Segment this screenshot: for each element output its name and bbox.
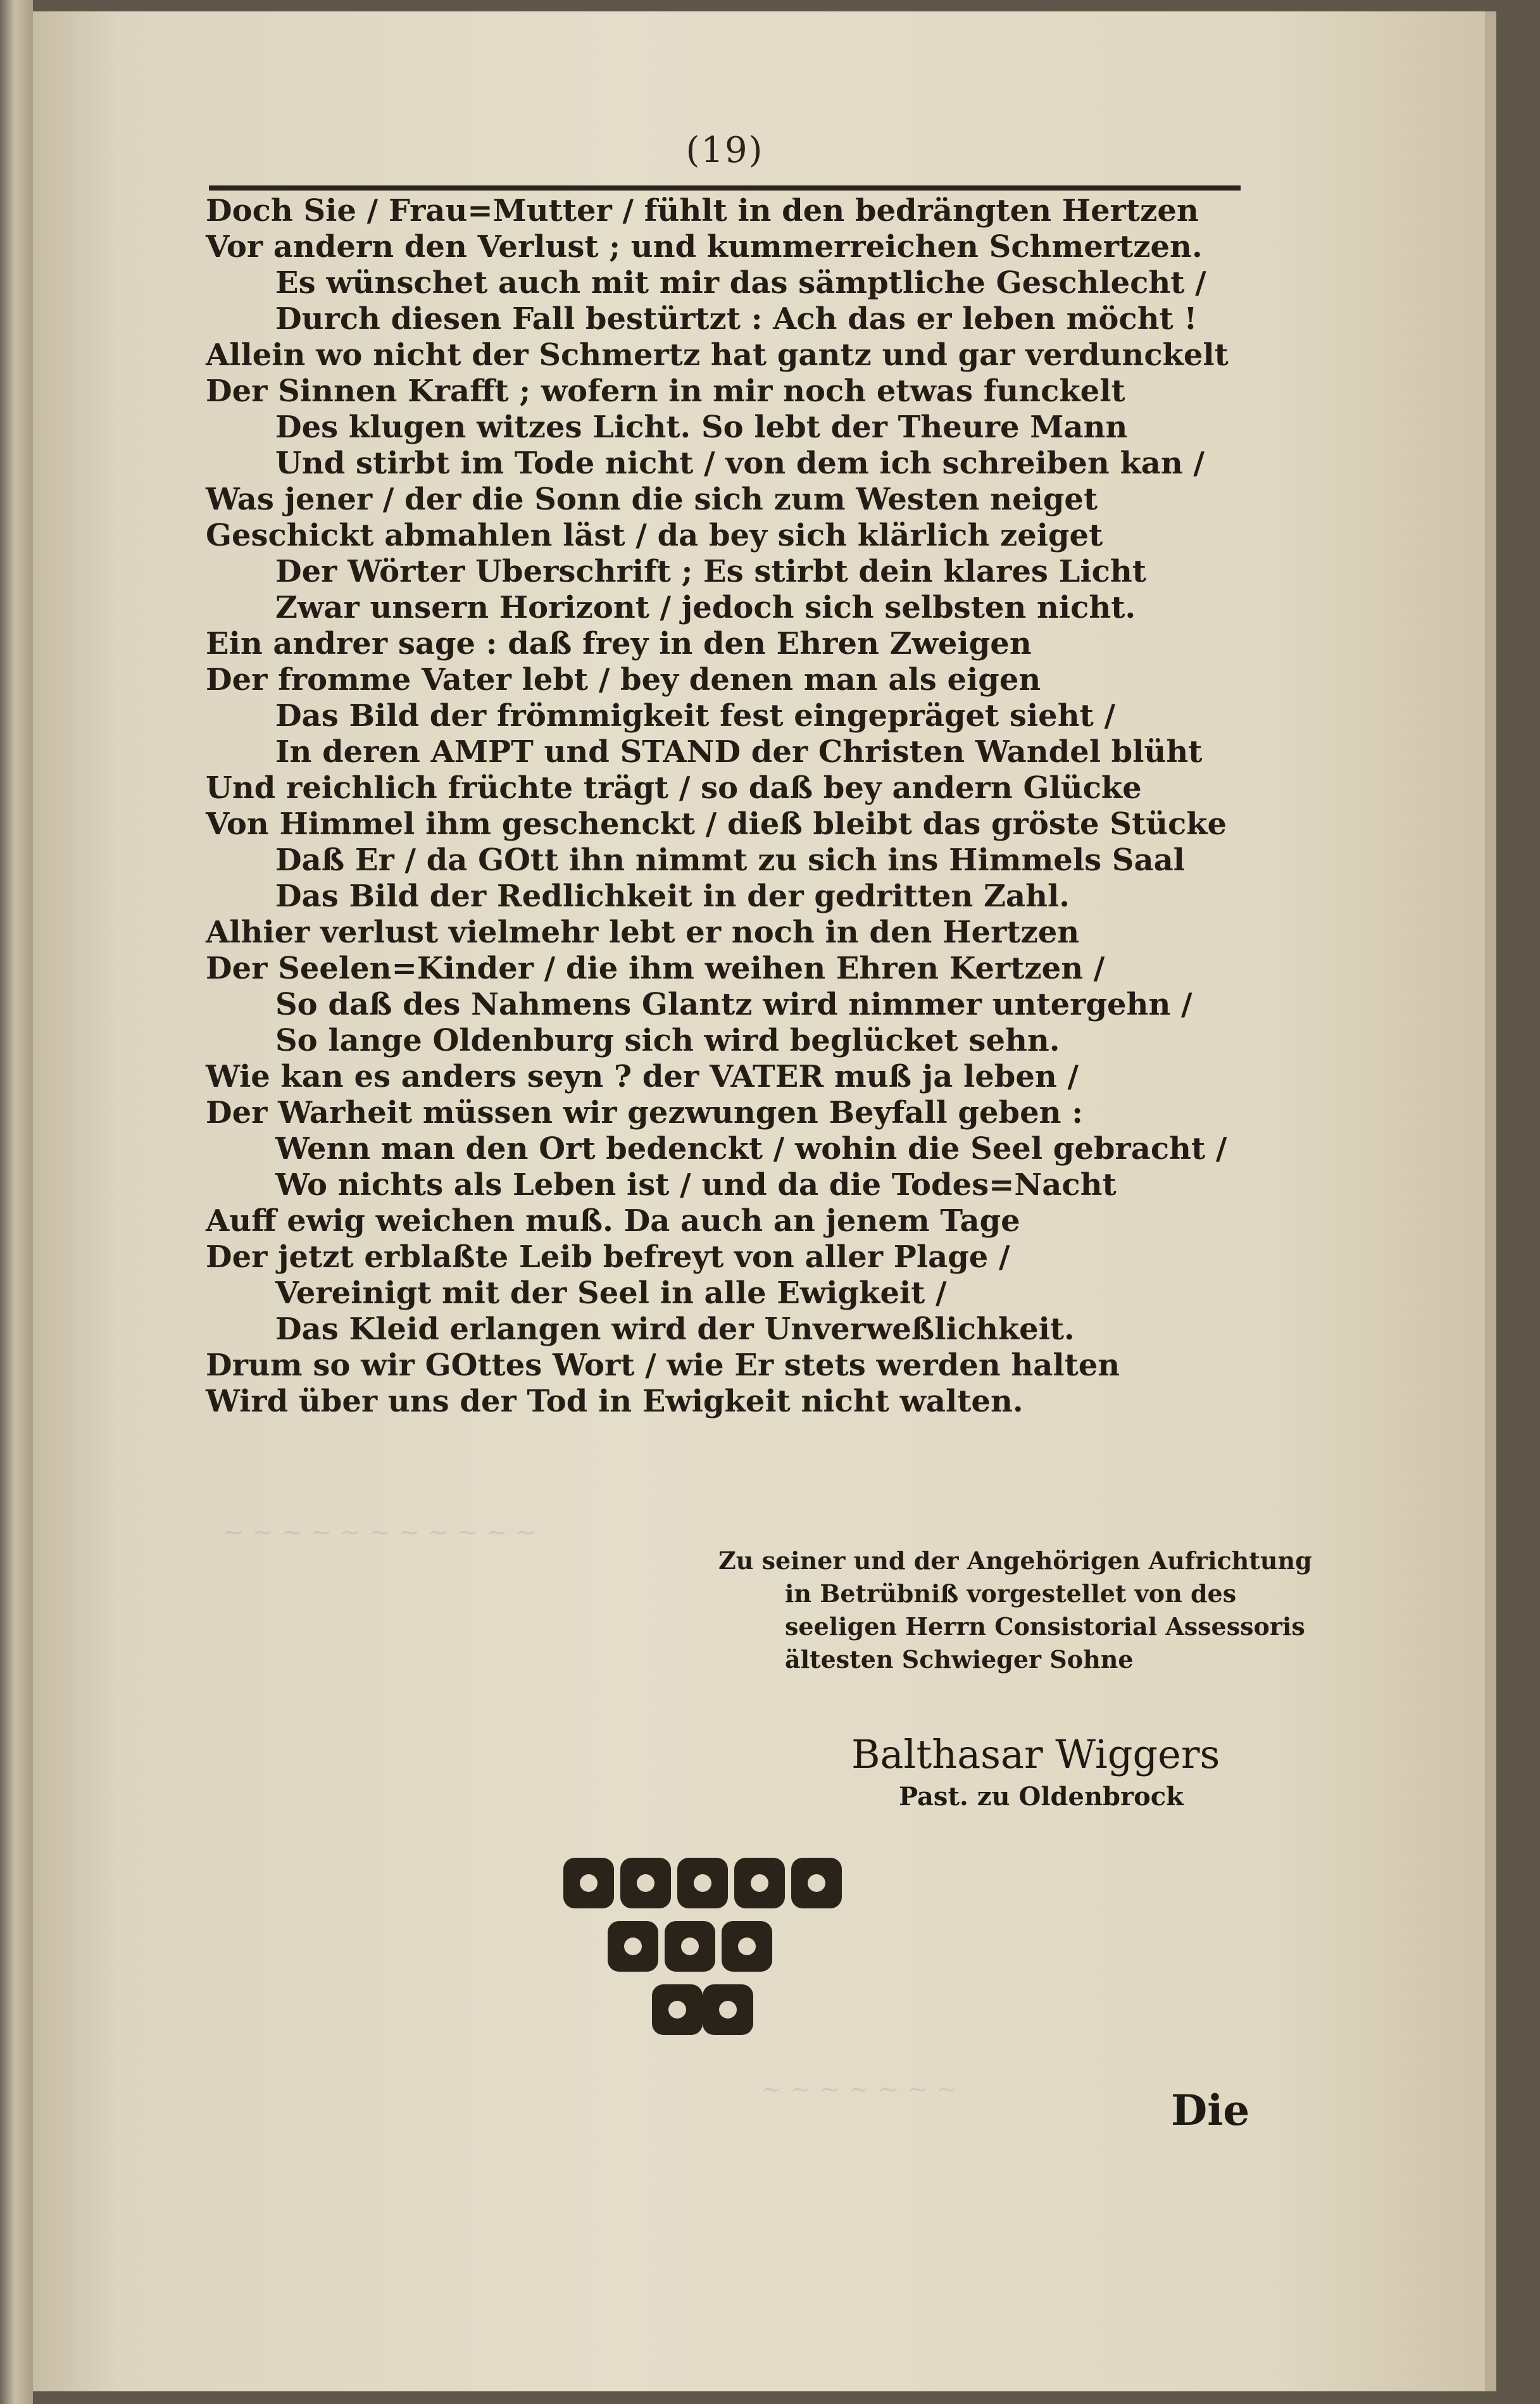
poem-line: Und stirbt im Tode nicht / von dem ich schreiben kan / bbox=[275, 446, 1205, 481]
poem-line: Wie kan es anders seyn ? der VATER muß ja leben / bbox=[206, 1059, 1079, 1094]
header-rule bbox=[209, 185, 1241, 191]
poem-line: Durch diesen Fall bestürtzt : Ach das er leben möcht ! bbox=[275, 301, 1198, 337]
poem-line: Das Bild der frömmigkeit fest eingepräget sieht / bbox=[275, 698, 1116, 734]
poem-line: Der jetzt erblaßte Leib befreyt von aller Plage / bbox=[206, 1239, 1010, 1275]
poem-line: Ein andrer sage : daß frey in den Ehren Zweigen bbox=[206, 626, 1032, 661]
dedication-line: in Betrübniß vorgestellet von des bbox=[785, 1579, 1237, 1608]
bleed-through-text: ~ ~ ~ ~ ~ ~ ~ ~ ~ ~ ~ bbox=[223, 1518, 537, 1547]
poem-line: Das Bild der Redlichkeit in der gedritten Zahl. bbox=[275, 879, 1070, 914]
poem-line: Wo nichts als Leben ist / und da die Todes=Nacht bbox=[275, 1167, 1117, 1203]
poem-line: Der Sinnen Krafft ; wofern in mir noch etwas funckelt bbox=[206, 373, 1125, 409]
poem-line: Der Wörter Uberschrift ; Es stirbt dein klares Licht bbox=[275, 554, 1146, 589]
poem-line: Das Kleid erlangen wird der Unverweßlichkeit. bbox=[275, 1312, 1075, 1347]
poem-line: Wenn man den Ort bedenckt / wohin die Seel gebracht / bbox=[275, 1131, 1227, 1167]
poem-line: Der fromme Vater lebt / bey denen man als eigen bbox=[206, 662, 1041, 698]
poem-line: Von Himmel ihm geschenckt / dieß bleibt das gröste Stücke bbox=[206, 806, 1227, 842]
poem-line: So lange Oldenburg sich wird beglücket sehn. bbox=[275, 1023, 1060, 1058]
ornament-row-3 bbox=[652, 1984, 753, 2035]
poem-line: Wird über uns der Tod in Ewigkeit nicht walten. bbox=[206, 1384, 1024, 1419]
poem-line: Und reichlich früchte trägt / so daß bey andern Glücke bbox=[206, 770, 1142, 806]
poem-line: Auff ewig weichen muß. Da auch an jenem Tage bbox=[206, 1203, 1020, 1239]
poem-line: Des klugen witzes Licht. So lebt der Theure Mann bbox=[275, 410, 1128, 445]
poem-line: Vereinigt mit der Seel in alle Ewigkeit / bbox=[275, 1275, 947, 1311]
poem-line: In deren AMPT und STAND der Christen Wandel blüht bbox=[275, 734, 1203, 770]
dedication-line: ältesten Schwieger Sohne bbox=[785, 1645, 1134, 1674]
poem-line: Was jener / der die Sonn die sich zum Westen neiget bbox=[206, 482, 1098, 517]
dedication-line: seeligen Herrn Consistorial Assessoris bbox=[785, 1612, 1305, 1641]
poem-line: Vor andern den Verlust ; und kummerreichen Schmertzen. bbox=[206, 229, 1203, 265]
page-header bbox=[209, 130, 1241, 180]
poem-line: Zwar unsern Horizont / jedoch sich selbsten nicht. bbox=[275, 590, 1136, 625]
poem-line: So daß des Nahmens Glantz wird nimmer untergehn / bbox=[275, 987, 1193, 1022]
typographic-ornament bbox=[557, 1851, 861, 2054]
poem-line: Geschickt abmahlen läst / da bey sich klärlich zeiget bbox=[206, 518, 1103, 553]
dedication-block bbox=[718, 1544, 1312, 1676]
poem-line: Doch Sie / Frau=Mutter / fühlt in den bedrängten Hertzen bbox=[206, 193, 1199, 229]
author-place: Past. zu Oldenbrock bbox=[899, 1782, 1184, 1812]
poem-line: Daß Er / da GOtt ihn nimmt zu sich ins Himmels Saal bbox=[275, 842, 1185, 878]
poem-line: Allein wo nicht der Schmertz hat gantz und gar verdunckelt bbox=[206, 337, 1229, 373]
poem-line: Es wünschet auch mit mir das sämptliche Geschlecht / bbox=[275, 265, 1206, 301]
author-name: Balthasar Wiggers bbox=[851, 1731, 1220, 1777]
catchword: Die bbox=[1171, 2086, 1250, 2135]
poem-line: Der Seelen=Kinder / die ihm weihen Ehren Kertzen / bbox=[206, 951, 1105, 986]
page-number: (19) bbox=[685, 130, 764, 171]
poem-line: Der Warheit müssen wir gezwungen Beyfall geben : bbox=[206, 1095, 1083, 1130]
poem-line: Alhier verlust vielmehr lebt er noch in den Hertzen bbox=[206, 915, 1080, 950]
left-page-edge bbox=[0, 0, 33, 2404]
poem-line: Drum so wir GOttes Wort / wie Er stets werden halten bbox=[206, 1348, 1120, 1383]
bleed-through-text: ~ ~ ~ ~ ~ ~ ~ bbox=[761, 2075, 958, 2104]
dedication-line: Zu seiner und der Angehörigen Aufrichtung bbox=[718, 1546, 1312, 1575]
poem-text bbox=[206, 193, 1244, 1420]
